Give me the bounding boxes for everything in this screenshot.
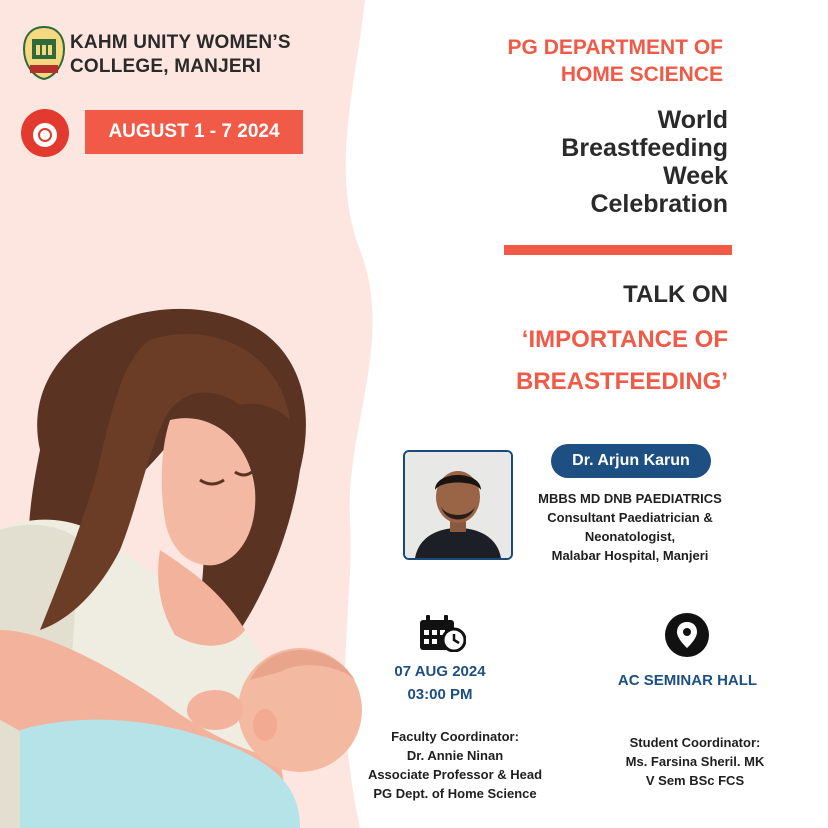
event-venue: AC SEMINAR HALL — [617, 672, 758, 689]
event-title-line1: World — [657, 106, 728, 134]
faculty-coordinator-line: Faculty Coordinator: — [391, 729, 519, 744]
divider-bar — [504, 245, 732, 255]
faculty-coordinator-line: Dr. Annie Ninan — [406, 748, 504, 763]
college-name — [70, 31, 291, 79]
department-line1: PG DEPARTMENT OF — [507, 36, 723, 59]
talk-topic-line2: BREASTFEEDING’ — [515, 368, 728, 395]
event-time: 03:00 PM — [407, 686, 473, 703]
student-coordinator — [600, 733, 790, 790]
location-pin-icon — [664, 612, 710, 658]
event-date: 07 AUG 2024 — [394, 663, 486, 680]
faculty-coordinator-line: Associate Professor & Head — [367, 767, 543, 782]
faculty-coordinator — [350, 727, 560, 803]
talk-intro: TALK ON — [623, 281, 728, 308]
speaker-credential-line: Malabar Hospital, Manjeri — [551, 548, 709, 563]
speaker-name: Dr. Arjun Karun — [551, 444, 711, 478]
college-name-line2: COLLEGE, MANJERI — [70, 56, 262, 77]
talk-topic — [516, 319, 728, 403]
speaker-credentials — [510, 489, 750, 565]
event-title-line4: Celebration — [590, 190, 728, 218]
calendar-clock-icon — [418, 614, 466, 652]
event-title-line3: Week — [663, 162, 728, 190]
department-title — [508, 34, 723, 88]
mother-baby-illustration — [0, 300, 370, 828]
faculty-coordinator-line: PG Dept. of Home Science — [373, 786, 537, 801]
speaker-credential-line: MBBS MD DNB PAEDIATRICS — [538, 491, 722, 506]
speaker-credential-line: Neonatologist, — [584, 529, 676, 544]
student-coordinator-line: Student Coordinator: — [629, 735, 761, 750]
event-datetime — [380, 660, 500, 706]
campaign-badge-icon — [19, 107, 71, 159]
student-coordinator-line: V Sem BSc FCS — [645, 773, 745, 788]
speaker-photo — [403, 450, 513, 560]
event-title-line2: Breastfeeding — [561, 134, 728, 162]
student-coordinator-line: Ms. Farsina Sheril. MK — [625, 754, 765, 769]
department-line2: HOME SCIENCE — [560, 63, 723, 86]
speaker-credential-line: Consultant Paediatrician & — [547, 510, 713, 525]
college-logo — [22, 25, 66, 81]
talk-topic-line1: ‘IMPORTANCE OF — [521, 326, 728, 353]
event-title — [561, 106, 728, 218]
date-range-banner: AUGUST 1 - 7 2024 — [85, 110, 303, 154]
college-name-line1: KAHM UNITY WOMEN’S — [70, 32, 291, 53]
